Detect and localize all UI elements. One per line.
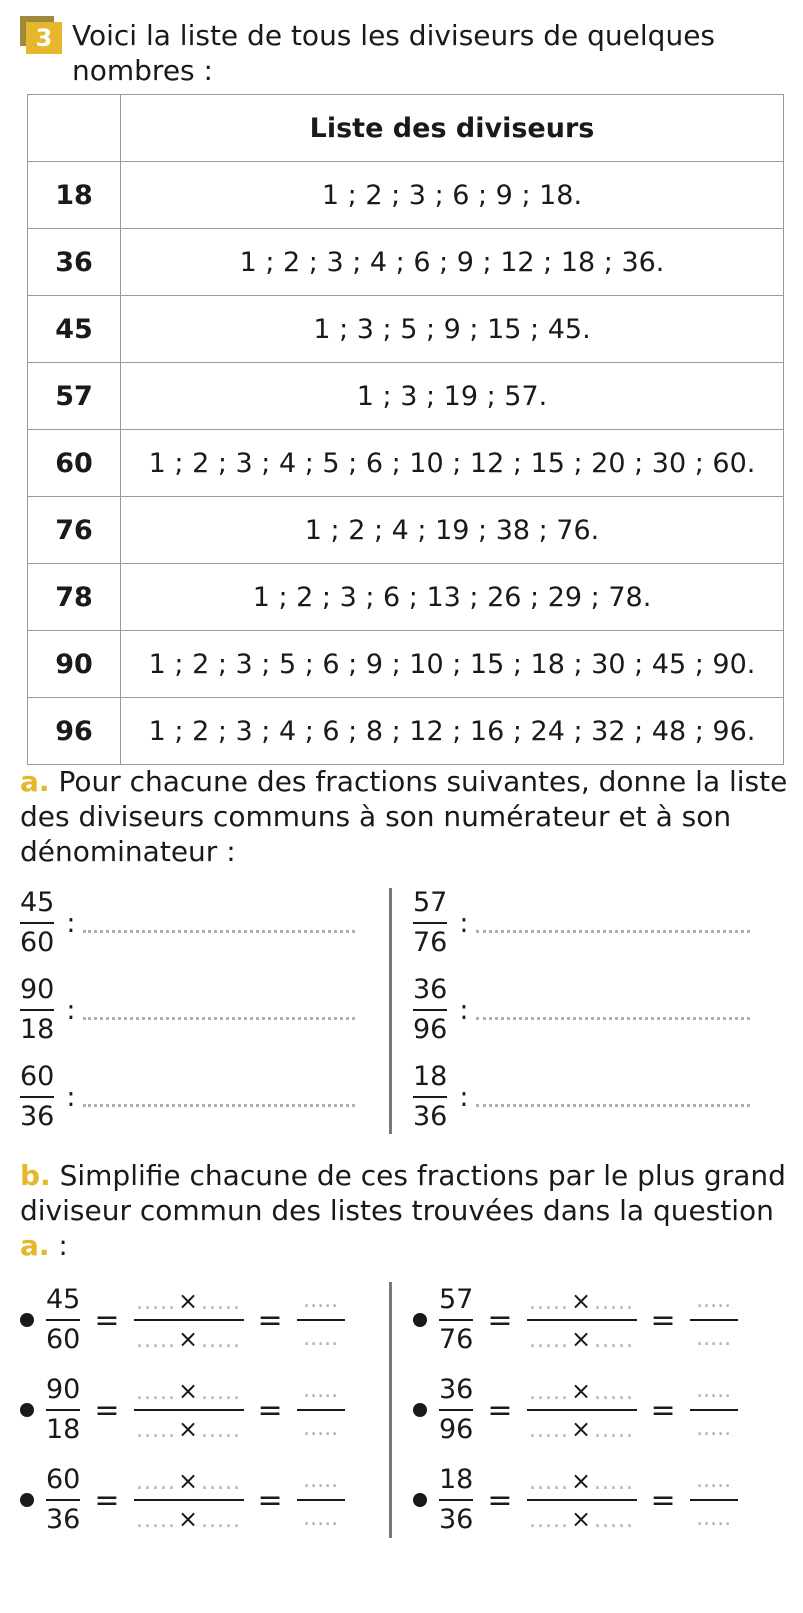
table-row bbox=[28, 564, 784, 631]
table-row bbox=[28, 497, 784, 564]
fraction bbox=[46, 1465, 80, 1535]
colon: : bbox=[459, 1081, 469, 1113]
part-a-item bbox=[20, 888, 355, 958]
blank[interactable]: ..... bbox=[303, 1506, 339, 1531]
equals-sign: = bbox=[650, 1392, 676, 1428]
question-b-letter: b. bbox=[20, 1159, 51, 1192]
equals-sign: = bbox=[94, 1392, 120, 1428]
question-b-text: Simplifie chacune de ces fractions par le plus grand diviseur commun des listes trouvées dans la question bbox=[20, 1159, 786, 1227]
exercise-intro-text: Voici la liste de tous les diviseurs de quelques nombres : bbox=[72, 19, 716, 87]
blank[interactable]: ..... bbox=[135, 1418, 176, 1443]
bullet-icon bbox=[413, 1493, 427, 1507]
equals-sign: = bbox=[650, 1482, 676, 1518]
blank[interactable]: ..... bbox=[594, 1380, 635, 1405]
fraction bbox=[439, 1375, 473, 1445]
times-sign: × bbox=[570, 1467, 593, 1495]
table-row bbox=[28, 430, 784, 497]
fraction-denominator: 36 bbox=[439, 1504, 474, 1535]
fraction bbox=[439, 1465, 473, 1535]
bullet-icon bbox=[413, 1313, 427, 1327]
equals-sign: = bbox=[257, 1482, 283, 1518]
part-b-item bbox=[20, 1460, 345, 1540]
times-sign: × bbox=[177, 1505, 200, 1533]
part-b-item bbox=[413, 1460, 738, 1540]
question-b-ref-suffix: : bbox=[49, 1229, 68, 1262]
fraction-denominator: 60 bbox=[46, 1324, 81, 1355]
answer-line[interactable] bbox=[476, 1104, 750, 1107]
question-a-text: Pour chacune des fractions suivantes, donne la liste des diviseurs communs à son numérateur et à son dénominateur : bbox=[20, 765, 788, 868]
equals-sign: = bbox=[94, 1482, 120, 1518]
blank-fraction[interactable] bbox=[527, 1466, 637, 1534]
bullet-icon bbox=[20, 1493, 34, 1507]
part-b-divider bbox=[389, 1282, 392, 1538]
times-sign: × bbox=[177, 1325, 200, 1353]
fraction-numerator: 90 bbox=[46, 1374, 81, 1405]
blank[interactable]: ..... bbox=[528, 1290, 569, 1315]
fraction-numerator: 57 bbox=[413, 887, 448, 918]
fraction bbox=[46, 1285, 80, 1355]
blank[interactable]: ..... bbox=[696, 1378, 732, 1403]
equals-sign: = bbox=[257, 1302, 283, 1338]
colon: : bbox=[459, 907, 469, 939]
part-a-item bbox=[413, 1062, 750, 1132]
equals-sign: = bbox=[257, 1392, 283, 1428]
question-a-letter: a. bbox=[20, 765, 50, 798]
blank[interactable]: ..... bbox=[528, 1508, 569, 1533]
fraction bbox=[20, 888, 54, 958]
blank[interactable]: ..... bbox=[201, 1328, 242, 1353]
part-b-item bbox=[413, 1370, 738, 1450]
bullet-icon bbox=[20, 1313, 34, 1327]
fraction-numerator: 18 bbox=[413, 1061, 448, 1092]
fraction bbox=[413, 975, 447, 1045]
blank[interactable]: ..... bbox=[201, 1418, 242, 1443]
fraction-numerator: 45 bbox=[46, 1284, 81, 1315]
fraction-denominator: 36 bbox=[46, 1504, 81, 1535]
part-a-item bbox=[413, 888, 750, 958]
table-header-row bbox=[28, 95, 784, 162]
fraction bbox=[20, 1062, 54, 1132]
answer-line[interactable] bbox=[83, 1017, 355, 1020]
blank[interactable]: ..... bbox=[201, 1508, 242, 1533]
blank[interactable]: ..... bbox=[696, 1288, 732, 1313]
fraction-denominator: 60 bbox=[20, 927, 55, 958]
times-sign: × bbox=[570, 1505, 593, 1533]
result-fraction[interactable] bbox=[690, 1376, 738, 1444]
divisors-table bbox=[27, 94, 784, 765]
part-a-item bbox=[20, 1062, 355, 1132]
answer-line[interactable] bbox=[83, 1104, 355, 1107]
row-number: 60 bbox=[28, 430, 121, 497]
blank[interactable]: ..... bbox=[303, 1378, 339, 1403]
blank[interactable]: ..... bbox=[303, 1288, 339, 1313]
fraction-numerator: 36 bbox=[413, 974, 448, 1005]
blank[interactable]: ..... bbox=[696, 1506, 732, 1531]
blank-fraction[interactable] bbox=[134, 1376, 244, 1444]
row-divisors: 1 ; 2 ; 3 ; 6 ; 13 ; 26 ; 29 ; 78. bbox=[121, 564, 784, 631]
part-b-item bbox=[20, 1280, 345, 1360]
blank-fraction[interactable] bbox=[527, 1286, 637, 1354]
equals-sign: = bbox=[650, 1302, 676, 1338]
blank-fraction[interactable] bbox=[134, 1286, 244, 1354]
fraction-numerator: 90 bbox=[20, 974, 55, 1005]
equals-sign: = bbox=[487, 1482, 513, 1518]
fraction bbox=[46, 1375, 80, 1445]
blank[interactable]: ..... bbox=[201, 1290, 242, 1315]
times-sign: × bbox=[570, 1287, 593, 1315]
table-row bbox=[28, 631, 784, 698]
fraction-denominator: 36 bbox=[20, 1101, 55, 1132]
part-a-item bbox=[20, 975, 355, 1045]
question-b bbox=[20, 1158, 795, 1263]
blank[interactable]: ..... bbox=[696, 1416, 732, 1441]
times-sign: × bbox=[570, 1325, 593, 1353]
blank[interactable]: ..... bbox=[201, 1380, 242, 1405]
fraction-numerator: 45 bbox=[20, 887, 55, 918]
blank[interactable]: ..... bbox=[696, 1468, 732, 1493]
result-fraction[interactable] bbox=[297, 1376, 345, 1444]
blank[interactable]: ..... bbox=[135, 1380, 176, 1405]
blank[interactable]: ..... bbox=[135, 1328, 176, 1353]
times-sign: × bbox=[570, 1377, 593, 1405]
fraction bbox=[413, 1062, 447, 1132]
colon: : bbox=[66, 1081, 76, 1113]
colon: : bbox=[66, 994, 76, 1026]
times-sign: × bbox=[177, 1287, 200, 1315]
blank[interactable]: ..... bbox=[528, 1470, 569, 1495]
blank[interactable]: ..... bbox=[594, 1328, 635, 1353]
table-header: Liste des diviseurs bbox=[121, 95, 784, 162]
table-row bbox=[28, 229, 784, 296]
blank[interactable]: ..... bbox=[135, 1508, 176, 1533]
row-number: 18 bbox=[28, 162, 121, 229]
row-number: 45 bbox=[28, 296, 121, 363]
result-fraction[interactable] bbox=[297, 1286, 345, 1354]
blank[interactable]: ..... bbox=[135, 1290, 176, 1315]
question-a bbox=[20, 764, 795, 869]
fraction-denominator: 36 bbox=[413, 1101, 448, 1132]
blank[interactable]: ..... bbox=[528, 1418, 569, 1443]
fraction-denominator: 18 bbox=[20, 1014, 55, 1045]
blank[interactable]: ..... bbox=[696, 1326, 732, 1351]
colon: : bbox=[459, 994, 469, 1026]
blank[interactable]: ..... bbox=[528, 1328, 569, 1353]
row-divisors: 1 ; 3 ; 19 ; 57. bbox=[121, 363, 784, 430]
table-row bbox=[28, 698, 784, 765]
fraction bbox=[20, 975, 54, 1045]
fraction-denominator: 76 bbox=[413, 927, 448, 958]
equals-sign: = bbox=[487, 1302, 513, 1338]
question-b-ref-letter: a. bbox=[20, 1229, 50, 1262]
blank[interactable]: ..... bbox=[594, 1508, 635, 1533]
fraction-denominator: 76 bbox=[439, 1324, 474, 1355]
blank[interactable]: ..... bbox=[594, 1470, 635, 1495]
fraction bbox=[439, 1285, 473, 1355]
row-divisors: 1 ; 2 ; 3 ; 4 ; 5 ; 6 ; 10 ; 12 ; 15 ; 20 ; 30 ; 60. bbox=[121, 430, 784, 497]
times-sign: × bbox=[177, 1467, 200, 1495]
fraction-numerator: 57 bbox=[439, 1284, 474, 1315]
blank[interactable]: ..... bbox=[594, 1290, 635, 1315]
row-number: 76 bbox=[28, 497, 121, 564]
row-number: 36 bbox=[28, 229, 121, 296]
row-divisors: 1 ; 2 ; 3 ; 4 ; 6 ; 8 ; 12 ; 16 ; 24 ; 32 ; 48 ; 96. bbox=[121, 698, 784, 765]
table-corner-cell bbox=[28, 95, 121, 162]
row-number: 78 bbox=[28, 564, 121, 631]
times-sign: × bbox=[177, 1415, 200, 1443]
times-sign: × bbox=[177, 1377, 200, 1405]
table-row bbox=[28, 296, 784, 363]
answer-line[interactable] bbox=[476, 930, 750, 933]
blank[interactable]: ..... bbox=[528, 1380, 569, 1405]
row-divisors: 1 ; 2 ; 3 ; 6 ; 9 ; 18. bbox=[121, 162, 784, 229]
bullet-icon bbox=[413, 1403, 427, 1417]
colon: : bbox=[66, 907, 76, 939]
blank[interactable]: ..... bbox=[303, 1468, 339, 1493]
exercise-intro bbox=[20, 18, 790, 88]
blank-fraction[interactable] bbox=[527, 1376, 637, 1444]
part-a-divider bbox=[389, 888, 392, 1134]
bullet-icon bbox=[20, 1403, 34, 1417]
row-number: 57 bbox=[28, 363, 121, 430]
row-divisors: 1 ; 2 ; 3 ; 4 ; 6 ; 9 ; 12 ; 18 ; 36. bbox=[121, 229, 784, 296]
blank-fraction[interactable] bbox=[134, 1466, 244, 1534]
times-sign: × bbox=[570, 1415, 593, 1443]
part-b-item bbox=[413, 1280, 738, 1360]
blank[interactable]: ..... bbox=[594, 1418, 635, 1443]
equals-sign: = bbox=[94, 1302, 120, 1338]
result-fraction[interactable] bbox=[690, 1466, 738, 1534]
row-number: 96 bbox=[28, 698, 121, 765]
fraction-numerator: 36 bbox=[439, 1374, 474, 1405]
result-fraction[interactable] bbox=[297, 1466, 345, 1534]
row-divisors: 1 ; 2 ; 3 ; 5 ; 6 ; 9 ; 10 ; 15 ; 18 ; 30 ; 45 ; 90. bbox=[121, 631, 784, 698]
fraction-denominator: 18 bbox=[46, 1414, 81, 1445]
fraction-numerator: 60 bbox=[46, 1464, 81, 1495]
answer-line[interactable] bbox=[476, 1017, 750, 1020]
answer-line[interactable] bbox=[83, 930, 355, 933]
fraction-numerator: 18 bbox=[439, 1464, 474, 1495]
fraction-numerator: 60 bbox=[20, 1061, 55, 1092]
row-divisors: 1 ; 2 ; 4 ; 19 ; 38 ; 76. bbox=[121, 497, 784, 564]
table-row bbox=[28, 162, 784, 229]
fraction-denominator: 96 bbox=[439, 1414, 474, 1445]
part-a-item bbox=[413, 975, 750, 1045]
fraction-denominator: 96 bbox=[413, 1014, 448, 1045]
table-row bbox=[28, 363, 784, 430]
equals-sign: = bbox=[487, 1392, 513, 1428]
row-number: 90 bbox=[28, 631, 121, 698]
blank[interactable]: ..... bbox=[201, 1470, 242, 1495]
fraction bbox=[413, 888, 447, 958]
blank[interactable]: ..... bbox=[303, 1326, 339, 1351]
row-divisors: 1 ; 3 ; 5 ; 9 ; 15 ; 45. bbox=[121, 296, 784, 363]
exercise-number: 3 bbox=[26, 22, 62, 54]
part-b-item bbox=[20, 1370, 345, 1450]
blank[interactable]: ..... bbox=[303, 1416, 339, 1441]
result-fraction[interactable] bbox=[690, 1286, 738, 1354]
blank[interactable]: ..... bbox=[135, 1470, 176, 1495]
